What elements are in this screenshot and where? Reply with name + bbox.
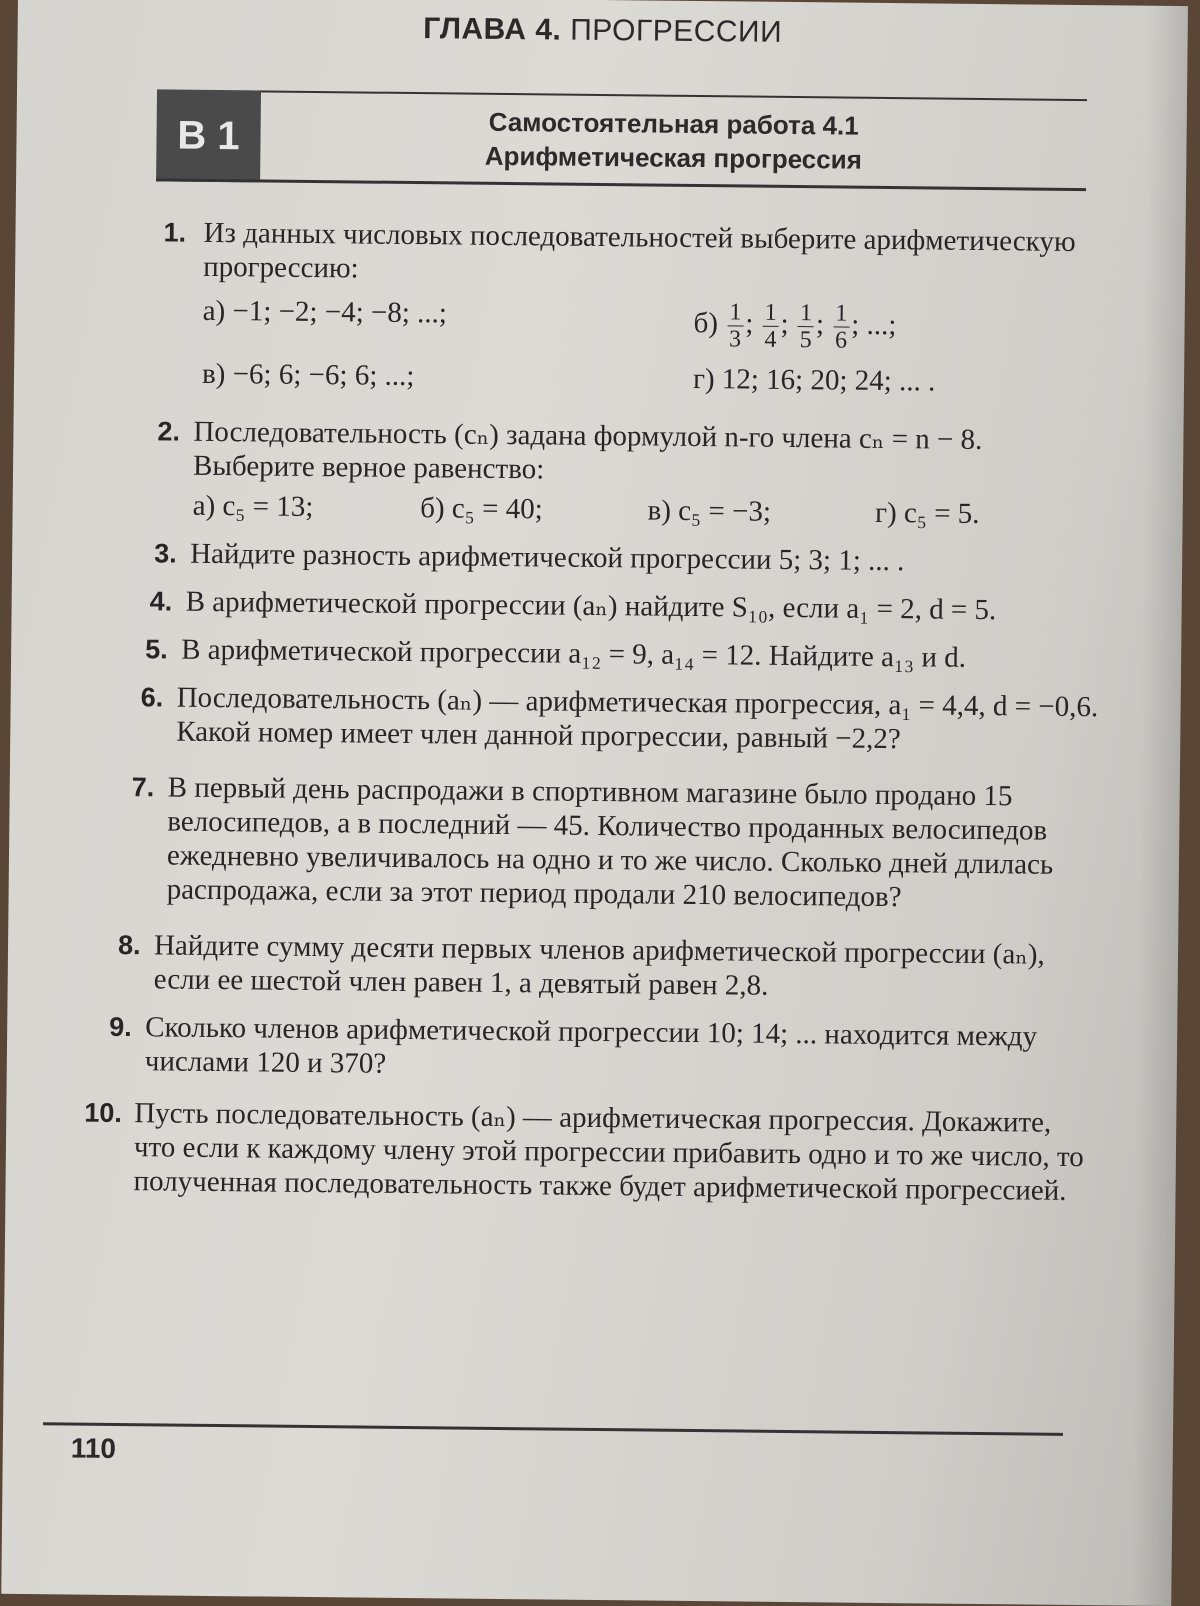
task-text: Последовательность (cₙ) задана формулой n-го члена cₙ = n − 8. Выберите верное равенство: [192,415,983,486]
task-number: 6. [140,682,164,713]
option-b-label: б) [693,307,719,340]
task-10 [84,1096,1096,1208]
task-3 [154,537,1102,581]
chapter-number: ГЛАВА 4. [423,12,562,47]
task-number: 1. [163,217,187,248]
task-1 [163,216,1106,410]
option-g: г) c₅ = 5. [874,496,980,530]
option-b: б) c₅ = 40; [420,492,543,526]
option-a: а) −1; −2; −4; −8; ...; [202,294,448,330]
worksheet-title [260,102,1087,179]
task-text: Пусть последовательность (aₙ) — арифметическая прогрессия. Докажите, что если к каждому члену этой прогрессии прибавить одно и то же число, то полученная последовательность также будет арифметической прогрессией. [133,1097,1084,1207]
task-text: Найдите разность арифметической прогрессии 5; 3; 1; ... . [190,537,905,578]
task-text: В первый день распродажи в спортивном магазине было продано 15 велосипедов, а в последний — 45. Количество проданных велосипедов ежедневно увеличивалось на одно и то же число. Сколько дней длилась распродажа, если за этот период продали 210 велосипедов? [166,771,1054,914]
option-a: а) c₅ = 13; [192,489,314,523]
task-text: Из данных числовых последовательностей выберите арифметическую прогрессию: [203,216,1076,285]
task-6 [140,681,1101,759]
task-list [5,214,1105,1222]
task-number: 7. [131,772,155,803]
worksheet-title-line2: Арифметическая прогрессия [484,140,863,175]
task-5 [145,633,1101,677]
page-shadow [1131,6,1188,1606]
task-9 [109,1010,1098,1088]
option-b: б) $\frac{1}{3}$ ; $\frac{1}{4}$ ; $\frac{1}{5}$ ; $\frac{1}{6}$ ; ...; [693,299,897,354]
task-text: Найдите сумму десяти первых членов арифметической прогрессии (aₙ), если ее шестой член равен 1, а девятый равен 2,8. [153,929,1045,1002]
task-number: 8. [117,929,141,961]
task-text: В арифметической прогрессии a₁₂ = 9, a₁₄ = 12. Найдите a₁₃ и d. [181,633,967,674]
banner-top-rule [257,90,1087,101]
task-number: 9. [109,1011,132,1043]
worksheet-banner [156,89,1087,191]
task-number: 2. [157,416,181,447]
task-8 [117,928,1099,1006]
fraction: $\frac{1}{5}$ [799,300,813,354]
worksheet-title-line1: Самостоятельная работа 4.1 [488,106,859,141]
task-options [202,294,1105,410]
variant-badge: В 1 [156,89,261,182]
book-page [1,0,1188,1606]
task-text: Сколько членов арифметической прогрессии 10; 14; ... находится между числами 120 и 370? [144,1011,1038,1080]
chapter-title: ПРОГРЕССИИ [570,13,783,49]
option-g: г) 12; 16; 20; 24; ... . [692,362,936,398]
task-number: 4. [149,586,173,617]
banner-bottom-rule [156,178,1086,191]
page-number: 110 [70,1432,117,1464]
option-v: в) c₅ = −3; [647,494,772,528]
task-number: 10. [84,1097,123,1129]
task-4 [149,585,1101,629]
fraction: $\frac{1}{4}$ [764,299,777,353]
fraction: $\frac{1}{6}$ [834,300,848,354]
task-text: В арифметической прогрессии (aₙ) найдите S₁₀, если a₁ = 2, d = 5. [185,585,997,627]
chapter-header [18,8,1188,54]
option-b-ellipsis: ...; [866,308,897,342]
footer-rule [43,1422,1063,1436]
fraction: $\frac{1}{3}$ [728,299,742,353]
task-2 [157,415,1104,533]
task-number: 3. [154,538,177,569]
task-7 [131,770,1099,916]
task-text: Последовательность (aₙ) — арифметическая прогрессия, a₁ = 4,4, d = −0,6. Какой номер имеет член данной прогрессии, равный −2,2? [176,681,1099,756]
task-number: 5. [145,634,168,665]
option-v: в) −6; 6; −6; 6; ...; [201,357,415,393]
task-options [193,489,1103,533]
